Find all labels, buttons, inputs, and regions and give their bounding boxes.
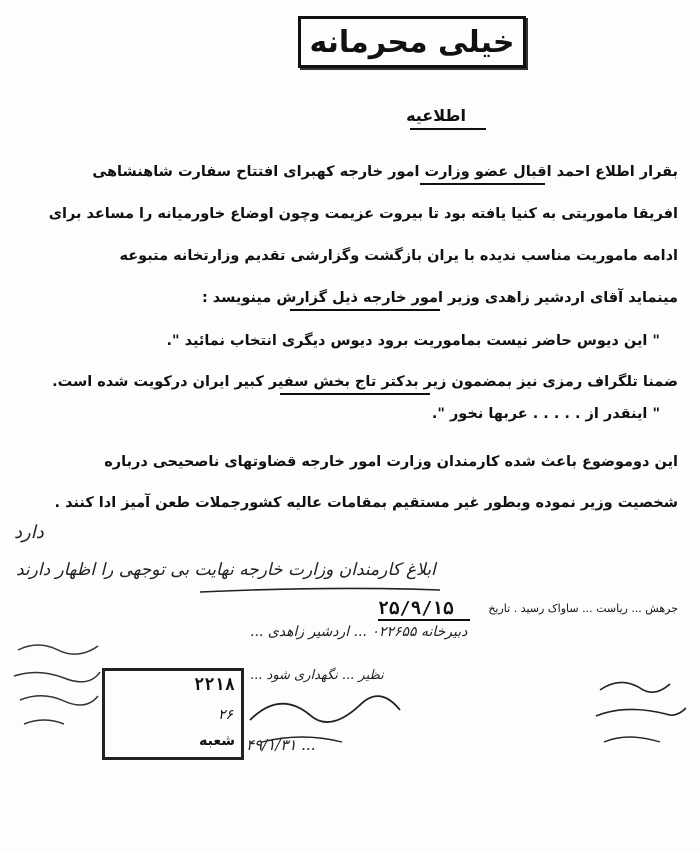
body-line-3: ادامه ماموریت مناسب ندیده با یران بازگشت وگزارشی تقدیم وزارتخانه متبوعه	[119, 248, 678, 264]
handwritten-reference: دبیرخانه ۰۲۲۶۵۵ ... اردشیر زاهدی ...	[250, 624, 468, 640]
stamp-bottom: شعبه	[199, 733, 235, 749]
stamp-text: ۲۶	[217, 707, 233, 723]
handwritten-middle: نظیر ... نگهداری شود ...	[250, 668, 384, 683]
classification-label: خیلی محرمانه	[309, 24, 515, 60]
body-line-5: " این دیوس حاضر نیست بماموریت برود دیوس دیگری انتخاب نمائید ".	[166, 333, 660, 349]
body-line-7: " اینقدر از . . . . . عربها نخور ".	[431, 406, 660, 422]
handwritten-note-top: دارد	[14, 522, 44, 543]
body-line-6: ضمنا تلگراف رمزی نیز بمضمون زیر بدکتر تاج بخش سفیر کبیر ایران درکویت شده است.	[52, 374, 678, 390]
body-line-2: افریقا ماموریتی به کنیا یافته بود تا بیروت عزیمت وچون اوضاع خاورمیانه را مساعد برای	[48, 206, 678, 222]
receipt-date-value: ۲۵/۹/۱۵	[378, 598, 454, 619]
handwritten-bottom: ... ۴۹/۱/۳۱	[246, 736, 316, 754]
body-line-9: شخصیت وزیر نموده وبطور غیر مستقیم بمقامات عالیه کشورجملات طعن آمیز ادا کنند .	[54, 495, 678, 511]
body-line-4: مینماید آقای اردشیر زاهدی وزیر امور خارجه ذیل گزارش مینویسد :	[201, 290, 678, 306]
receipt-date-label: جرهش ... ریاست ... ساواک رسید . تاریخ	[488, 602, 678, 615]
body-line-8: این دوموضوع باعث شده کارمندان وزارت امور خارجه قضاوتهای ناصحیحی درباره	[104, 454, 678, 470]
stamp-number: ۲۲۱۸	[194, 675, 235, 695]
handwritten-note-main: ابلاغ کارمندان وزارت خارجه نهایت بی توجهی را اظهار دارند	[16, 560, 436, 580]
body-line-1: بقرار اطلاع احمد اقبال عضو وزارت امور خارجه کهبرای افتتاح سفارت شاهنشاهی	[92, 164, 678, 180]
document-heading: اطلاعیه	[406, 106, 466, 125]
